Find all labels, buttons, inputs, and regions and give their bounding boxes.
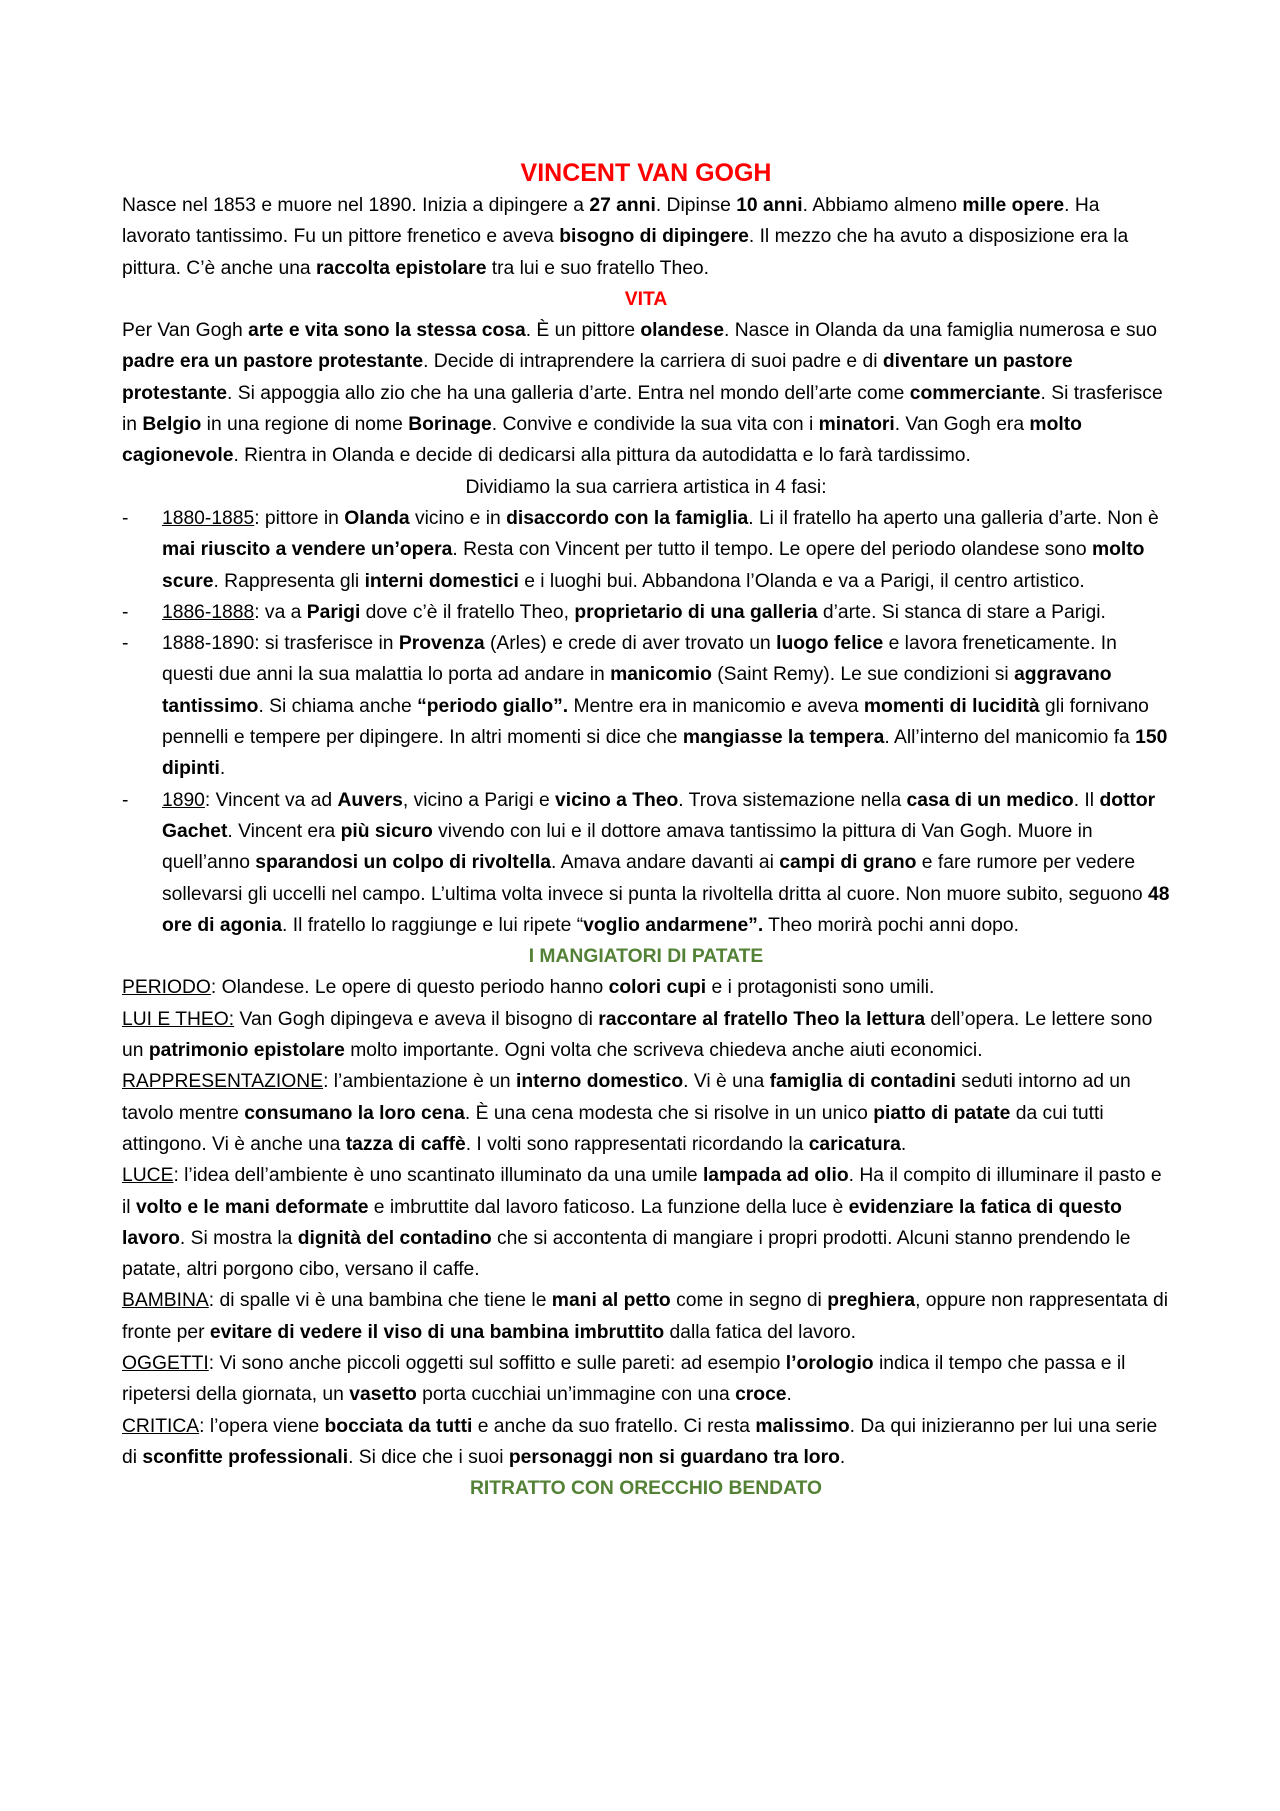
phases-list (122, 503, 1170, 941)
text-run: e i luoghi bui. Abbandona l’Olanda e va a Parigi, il centro artistico. (518, 570, 1085, 592)
bold-text-run: voglio andarmene”. (583, 914, 764, 936)
bold-text-run: minatori (818, 414, 895, 436)
text-run: . Si dice che i suoi (348, 1446, 509, 1468)
bold-text-run: mangiasse la tempera (682, 727, 885, 749)
bold-text-run: 48 ore di agonia (162, 883, 1170, 936)
underlined-label: 1886-1888 (162, 601, 255, 623)
text-run: . Si trasferisce in (122, 382, 1163, 436)
mangiatori-bambina (122, 1285, 1170, 1348)
bold-text-run: evidenziare la fatica di questo lavoro (122, 1196, 1122, 1249)
text-run: : l’idea dell’ambiente è uno scantinato illuminato da una umile (173, 1165, 703, 1187)
intro-paragraph (122, 190, 1170, 284)
text-run: che si accontenta di mangiare i propri prodotti. Alcuni stanno prendendo le patate, altri porgono cibo, versano il caffe. (122, 1227, 1131, 1281)
section-heading-vita: VITA (624, 288, 668, 310)
text-run: : va a (254, 601, 307, 623)
bold-text-run: mani al petto (551, 1290, 671, 1312)
bold-text-run: lampada ad olio (702, 1165, 849, 1187)
bold-text-run: dignità del contadino (297, 1227, 492, 1249)
bold-text-run: raccontare al fratello Theo la lettura (598, 1008, 926, 1030)
text-run: e imbruttite dal lavoro faticoso. La funzione della luce è (368, 1196, 849, 1218)
bold-text-run: bisogno di dipingere (559, 226, 749, 248)
underlined-label: RAPPRESENTAZIONE (122, 1071, 324, 1093)
underlined-label: LUI E THEO: (122, 1008, 235, 1030)
text-run: . (219, 758, 226, 780)
bold-text-run: olandese (640, 320, 724, 342)
text-run: : Vi sono anche piccoli oggetti sul soffitto e sulle pareti: ad esempio (208, 1352, 786, 1374)
text-run: . Dipinse (655, 195, 737, 216)
bold-text-run: Olanda (344, 507, 410, 529)
bold-text-run: Auvers (337, 789, 403, 811)
text-run: vivendo con lui e il dottore amava tantissimo la pittura di Van Gogh. Muore in quell’anno (162, 820, 1093, 874)
bold-text-run: personaggi non si guardano tra loro (508, 1446, 840, 1468)
underlined-label: BAMBINA (122, 1290, 209, 1312)
text-run: . (786, 1384, 792, 1406)
text-run: Theo morirà pochi anni dopo. (763, 914, 1019, 936)
bold-text-run: Borinage (408, 414, 492, 436)
text-run: . Li il fratello ha aperto una galleria d’arte. Non è (748, 507, 1159, 529)
bold-text-run: vasetto (349, 1384, 417, 1406)
bold-text-run: consumano la loro cena (244, 1102, 465, 1124)
bold-text-run: campi di grano (779, 852, 917, 874)
bold-text-run: piatto di patate (873, 1102, 1011, 1124)
text-run: . Ha il compito di illuminare il pasto e il (122, 1165, 1162, 1218)
text-run: (Saint Remy). Le sue condizioni si (711, 664, 1015, 686)
bold-text-run: Parigi (306, 601, 361, 623)
text-run: d’arte. Si stanca di stare a Parigi. (817, 601, 1106, 623)
bold-text-run: croce (735, 1384, 787, 1406)
text-run: . Il fratello lo raggiunge e lui ripete “ (282, 914, 584, 936)
bold-text-run: bocciata da tutti (324, 1415, 473, 1437)
text-run: seduti intorno ad un tavolo mentre (122, 1071, 1131, 1124)
text-run: . Si chiama anche (258, 695, 418, 717)
mangiatori-lui-e-theo (122, 1004, 1170, 1067)
text-run: . I volti sono rappresentati ricordando la (465, 1133, 809, 1155)
bold-text-run: momenti di lucidità (863, 695, 1040, 717)
text-run: come in segno di (670, 1290, 828, 1312)
text-run: da cui tutti attingono. Vi è anche una (122, 1102, 1104, 1155)
bold-text-run: Provenza (398, 633, 485, 655)
bold-text-run: l’orologio (785, 1352, 874, 1374)
underlined-label: 1880-1885 (162, 507, 255, 529)
text-run: . Van Gogh era (894, 414, 1030, 436)
text-run: . Vincent era (227, 820, 341, 842)
text-run: , oppure non rappresentata di fronte per (122, 1290, 1169, 1343)
bold-text-run: mille opere (962, 195, 1065, 216)
text-run: . Il mezzo che ha avuto a disposizione era la pittura. C’è anche una (122, 226, 1129, 279)
text-run: . Ha lavorato tantissimo. Fu un pittore frenetico e aveva (122, 195, 1100, 248)
phase-item-1890 (122, 785, 1170, 941)
text-run: (Arles) e crede di aver trovato un (484, 633, 777, 655)
bold-text-run: disaccordo con la famiglia (506, 507, 749, 529)
mangiatori-luce (122, 1160, 1170, 1285)
text-run: vicino e in (409, 507, 507, 529)
bold-text-run: 150 dipinti (162, 727, 1168, 780)
mangiatori-critica (122, 1411, 1170, 1474)
text-run: . Resta con Vincent per tutto il tempo. Le opere del periodo olandese sono (452, 539, 1092, 561)
text-run: : l’ambientazione è un (323, 1071, 516, 1093)
text-run: . Amava andare davanti ai (550, 852, 780, 874)
text-run: : Vincent va ad (204, 789, 338, 811)
text-run: porta cucchiai un’immagine con una (416, 1384, 736, 1406)
underlined-label: CRITICA (122, 1415, 200, 1437)
bold-text-run: interno domestico (516, 1071, 684, 1093)
bold-text-run: manicomio (610, 664, 712, 686)
text-run: . Abbiamo almeno (802, 195, 963, 216)
phase-item-1888-1890 (122, 628, 1170, 784)
text-run: . Convive e condivide la sua vita con i (491, 414, 819, 436)
bold-text-run: caricatura (808, 1133, 901, 1155)
bold-text-run: dottor Gachet (162, 789, 1156, 842)
underlined-label: PERIODO (122, 977, 211, 999)
bold-text-run: 27 anni (589, 195, 656, 216)
bold-text-run: interni domestici (364, 570, 519, 592)
bold-text-run: famiglia di contadini (769, 1071, 957, 1093)
text-run: . (900, 1133, 907, 1155)
section-heading-mangiatori: I MANGIATORI DI PATATE (528, 946, 764, 968)
text-run: molto importante. Ogni volta che scriveva chiedeva anche aiuti economici. (344, 1040, 983, 1062)
bold-text-run: molto scure (162, 539, 1145, 592)
phase-item-1880-1885 (122, 503, 1170, 597)
text-run: . Rappresenta gli (213, 570, 365, 592)
text-run: e fare rumore per vedere sollevarsi gli uccelli nel campo. L’ultima volta invece si punta la rivoltella dritta al cuore. Non muore subito, seguono (162, 852, 1148, 905)
text-run: : l’opera viene (199, 1415, 325, 1437)
bold-text-run: preghiera (827, 1290, 916, 1312)
bold-text-run: arte e vita sono la stessa cosa (248, 320, 526, 342)
text-run: Nasce nel 1853 e muore nel 1890. Inizia a dipingere a (122, 195, 590, 216)
text-run: . All’interno del manicomio fa (884, 727, 1136, 749)
text-run: . (839, 1446, 846, 1468)
text-run: . Si mostra la (179, 1227, 298, 1249)
underlined-label: OGGETTI (122, 1352, 209, 1374)
bold-text-run: sparandosi un colpo di rivoltella (255, 852, 551, 874)
bold-text-run: aggravano tantissimo (162, 664, 1112, 717)
bold-text-run: più sicuro (340, 820, 433, 842)
text-run: . Decide di intraprendere la carriera di suoi padre e di (423, 351, 883, 373)
document-title: VINCENT VAN GOGH (520, 159, 772, 187)
bold-text-run: sconfitte professionali (142, 1446, 349, 1468)
text-run: e lavora freneticamente. In questi due anni la sua malattia lo porta ad andare in (162, 633, 1117, 686)
text-run: . È un pittore (525, 320, 641, 342)
text-run: . Si appoggia allo zio che ha una galleria d’arte. Entra nel mondo dell’arte come (227, 382, 910, 404)
text-run: Per Van Gogh (122, 320, 249, 342)
phases-intro: Dividiamo la sua carriera artistica in 4 fasi: (465, 476, 827, 498)
text-run: tra lui e suo fratello Theo. (486, 257, 709, 279)
bold-text-run: Belgio (142, 414, 202, 436)
bold-text-run: vicino a Theo (555, 789, 679, 811)
mangiatori-periodo (122, 972, 1170, 1003)
text-run: : pittore in (254, 507, 345, 529)
text-run: : di spalle vi è una bambina che tiene le (208, 1290, 552, 1312)
bold-text-run: malissimo (755, 1415, 850, 1437)
text-run: Van Gogh dipingeva e aveva il bisogno di (234, 1008, 599, 1030)
bold-text-run: evitare di vedere il viso di una bambina imbruttito (209, 1321, 665, 1343)
bold-text-run: raccolta epistolare (316, 257, 487, 279)
bold-text-run: tazza di caffè (345, 1133, 466, 1155)
text-run: in una regione di nome (201, 414, 409, 436)
mangiatori-rappresentazione (122, 1066, 1170, 1160)
bold-text-run: patrimonio epistolare (148, 1040, 345, 1062)
bold-text-run: proprietario di una galleria (574, 601, 818, 623)
vita-paragraph (122, 315, 1170, 471)
text-run: dove c’è il fratello Theo, (360, 601, 575, 623)
phase-item-1886-1888 (122, 597, 1170, 628)
bold-text-run: padre era un pastore protestante (122, 351, 424, 373)
bold-text-run: commerciante (909, 382, 1041, 404)
text-run: e i protagonisti sono umili. (706, 977, 935, 999)
bold-text-run: volto e le mani deformate (135, 1196, 369, 1218)
text-run: . Rientra in Olanda e decide di dedicarsi alla pittura da autodidatta e lo farà tardissimo. (233, 445, 971, 467)
text-run: : Olandese. Le opere di questo periodo hanno (210, 977, 609, 999)
underlined-label: LUCE (122, 1165, 174, 1187)
text-run: . Nasce in Olanda da una famiglia numerosa e suo (724, 320, 1158, 342)
bold-text-run: luogo felice (776, 633, 884, 655)
bold-text-run: diventare un pastore protestante (122, 351, 1073, 404)
text-run: indica il tempo che passa e il ripetersi della giornata, un (122, 1352, 1126, 1406)
text-run: . Trova sistemazione nella (678, 789, 907, 811)
section-heading-ritratto: RITRATTO CON ORECCHIO BENDATO (469, 1478, 823, 1500)
text-run: 1888-1890: si trasferisce in (162, 633, 399, 655)
text-run: . Il (1073, 789, 1100, 811)
text-run: Mentre era in manicomio e aveva (568, 695, 864, 717)
bold-text-run: mai riuscito a vendere un’opera (162, 539, 453, 561)
bold-text-run: “periodo giallo”. (417, 695, 569, 717)
text-run: . Da qui inizieranno per lui una serie di (122, 1415, 1158, 1468)
text-run: dalla fatica del lavoro. (664, 1321, 857, 1343)
text-run: . Vi è una (683, 1071, 770, 1093)
bold-text-run: 10 anni (736, 195, 803, 216)
text-run: , vicino a Parigi e (402, 789, 556, 811)
text-run: dell’opera. Le lettere sono un (122, 1008, 1153, 1062)
text-run: e anche da suo fratello. Ci resta (472, 1415, 756, 1437)
bold-text-run: casa di un medico (906, 789, 1074, 811)
underlined-label: 1890 (162, 789, 205, 811)
text-run: gli fornivano pennelli e tempere per dipingere. In altri momenti si dice che (162, 695, 1149, 749)
mangiatori-oggetti (122, 1348, 1170, 1411)
text-run: . È una cena modesta che si risolve in un unico (464, 1102, 874, 1124)
bold-text-run: colori cupi (608, 977, 707, 999)
bold-text-run: molto cagionevole (122, 414, 1082, 467)
